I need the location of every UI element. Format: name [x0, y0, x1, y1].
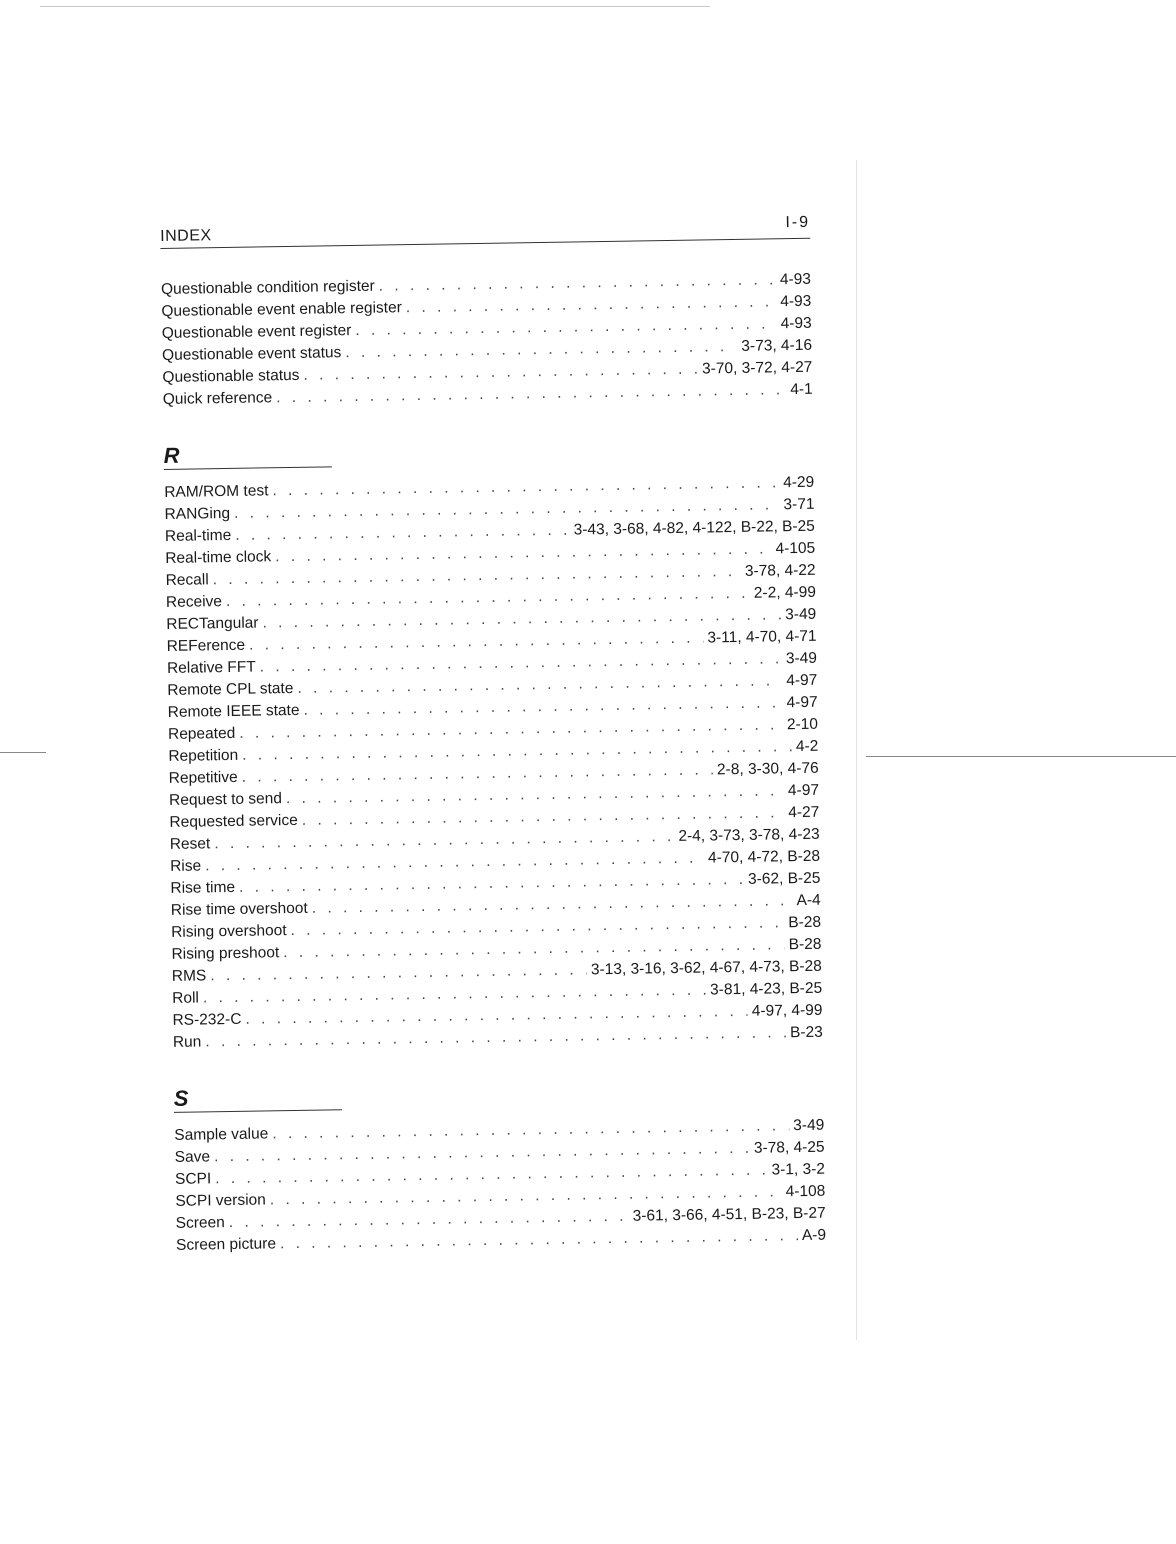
page-references: 4-93 [779, 270, 812, 289]
page-references: 3-49 [785, 605, 817, 624]
index-term: RECTangular [166, 614, 259, 633]
index-term: Roll [172, 989, 200, 1007]
page-references: 4-108 [785, 1182, 826, 1201]
page-references: 3-61, 3-66, 4-51, B-23, B-27 [632, 1204, 826, 1225]
index-term: Requested service [169, 811, 298, 831]
page-references: 4-97 [786, 693, 818, 712]
index-term: Run [172, 1033, 202, 1051]
scan-left-margin-line [0, 752, 46, 753]
index-term: RAM/ROM test [164, 482, 269, 501]
page-references: 2-10 [786, 715, 819, 734]
index-page [160, 212, 826, 1257]
index-section-s [174, 1076, 827, 1257]
index-term: RS-232-C [172, 1010, 242, 1029]
page-references: 3-71 [783, 495, 815, 514]
index-term: Request to send [168, 790, 283, 809]
page-references: 3-49 [785, 649, 818, 668]
page-references: 3-70, 3-72, 4-27 [701, 358, 813, 378]
index-term: Repetition [168, 746, 239, 765]
index-term: Screen [175, 1214, 225, 1232]
page-references: 2-4, 3-73, 3-78, 4-23 [678, 825, 820, 845]
running-header [160, 212, 810, 249]
page-references: 3-73, 4-16 [741, 336, 813, 355]
index-term: Questionable event enable register [161, 299, 402, 320]
page-references: 3-43, 3-68, 4-82, 4-122, B-22, B-25 [573, 517, 815, 539]
page-references: 3-13, 3-16, 3-62, 4-67, 4-73, B-28 [590, 957, 822, 979]
index-term: Rising preshoot [171, 944, 280, 963]
page-references: 2-2, 4-99 [753, 583, 817, 602]
index-term: Quick reference [162, 389, 273, 408]
index-term: Rise time overshoot [170, 899, 308, 919]
page-references: 2-8, 3-30, 4-76 [716, 759, 819, 779]
index-section-r [163, 433, 823, 1054]
index-term: Questionable status [162, 366, 300, 386]
index-term: Rise time [170, 878, 236, 897]
index-section-q [161, 269, 813, 411]
index-term: REFerence [166, 636, 246, 655]
index-term: SCPI version [175, 1191, 266, 1210]
page-references: 4-1 [790, 380, 813, 399]
page-references: 3-49 [793, 1116, 825, 1135]
page-references: 4-29 [783, 473, 815, 492]
index-term: Real-time clock [165, 548, 272, 567]
page-references: A-4 [796, 891, 821, 910]
page-references: 4-93 [780, 314, 812, 333]
page-references: 3-78, 4-25 [753, 1138, 825, 1157]
page-references: 4-70, 4-72, B-28 [707, 847, 821, 867]
section-heading-r: R [163, 442, 180, 468]
page-references: 3-81, 4-23, B-25 [709, 979, 823, 999]
page-references: 3-11, 4-70, 4-71 [707, 627, 817, 647]
index-term: RMS [171, 967, 207, 985]
index-term: Sample value [174, 1125, 269, 1144]
index-term: Rising overshoot [171, 922, 287, 941]
section-heading-s: S [173, 1085, 189, 1111]
page-references: 4-27 [788, 803, 820, 822]
index-term: SCPI [174, 1170, 212, 1188]
index-term: Recall [165, 571, 209, 589]
index-term: Real-time [164, 526, 232, 545]
scan-top-edge-line [40, 6, 710, 7]
scan-right-margin-line [866, 756, 1176, 757]
page-title: INDEX [160, 227, 212, 245]
page-references: A-9 [801, 1226, 827, 1245]
scan-right-fold-line [856, 160, 857, 1340]
page-number: I-9 [785, 213, 811, 232]
index-term: Questionable condition register [160, 277, 375, 298]
page-references: 4-97 [787, 781, 820, 800]
index-term: Receive [165, 593, 223, 611]
index-term: Questionable event register [161, 322, 352, 342]
page-references: 3-62, B-25 [747, 869, 821, 888]
page-references: 4-93 [780, 292, 812, 311]
index-term: Questionable event status [161, 344, 342, 364]
page-references: 4-97, 4-99 [751, 1001, 823, 1020]
index-term: Save [174, 1148, 211, 1166]
page-references: 3-1, 3-2 [771, 1160, 826, 1179]
index-term: Screen picture [175, 1235, 277, 1254]
page-references: 4-97 [786, 671, 818, 690]
page-references: B-28 [788, 935, 822, 954]
index-term: Reset [169, 835, 211, 853]
index-term: Repeated [167, 724, 236, 743]
page-references: 3-78, 4-22 [744, 561, 816, 580]
index-term: Rise [169, 857, 202, 875]
page-references: B-28 [788, 913, 822, 932]
index-term: RANGing [164, 504, 231, 523]
index-term: Remote CPL state [167, 679, 294, 699]
page-references: B-23 [789, 1023, 823, 1042]
page-references: 4-105 [775, 539, 816, 558]
page-references: 4-2 [795, 737, 819, 756]
index-term: Repetitive [168, 768, 238, 787]
index-term: Remote IEEE state [167, 701, 300, 721]
index-term: Relative FFT [166, 658, 256, 677]
